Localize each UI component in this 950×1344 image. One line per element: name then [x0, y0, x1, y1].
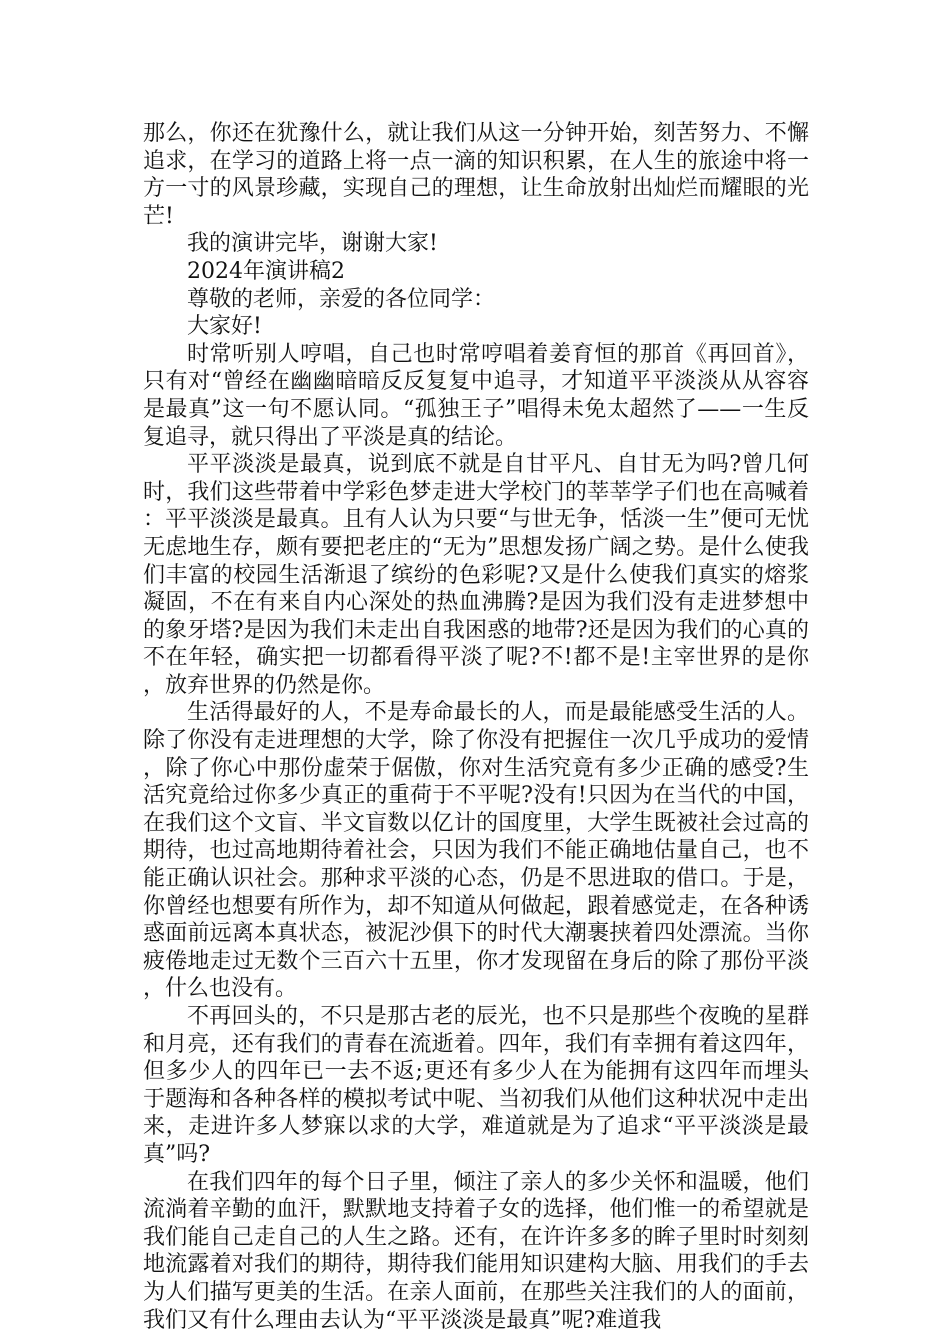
paragraph: 那么，你还在犹豫什么，就让我们从这一分钟开始，刻苦努力、不懈追求，在学习的道路上将一点一滴的知识积累，在人生的旅途中将一方一寸的风景珍藏，实现自己的理想，让生命放射出灿烂而耀眼的光芒! — [143, 121, 809, 229]
paragraph: 平平淡淡是最真，说到底不就是自甘平凡、自甘无为吗?曾几何时，我们这些带着中学彩色梦走进大学校门的莘莘学子们也在高喊着：平平淡淡是最真。且有人认为只要“与世无争，恬淡一生”便可无忧无虑地生存，颇有要把老庄的“无为”思想发扬广阔之势。是什么使我们丰富的校园生活渐退了缤纷的色彩呢?又是什么使我们真实的熔浆凝固，不在有来自内心深处的热血沸腾?是因为我们没有走进梦想中的象牙塔?是因为我们未走出自我困惑的地带?还是因为我们的心真的不在年轻，确实把一切都看得平淡了呢?不!都不是!主宰世界的是你，放弃世界的仍然是你。 — [143, 452, 809, 698]
paragraph: 不再回头的，不只是那古老的辰光，也不只是那些个夜晚的星群和月亮，还有我们的青春在流逝着。四年，我们有幸拥有着这四年，但多少人的四年已一去不返;更还有多少人在为能拥有这四年而埋头于题海和各种各样的模拟考试中呢、当初我们从他们这种状况中走出来，走进许多人梦寐以求的大学，难道就是为了追求“平平淡淡是最真”吗? — [143, 1004, 809, 1167]
paragraph: 在我们四年的每个日子里，倾注了亲人的多少关怀和温暖，他们流淌着辛勤的血汗，默默地支持着子女的选择，他们惟一的希望就是我们能自己走自己的人生之路。还有，在许许多多的眸子里时时刻刻地流露着对我们的期待，期待我们能用知识建构大脑、用我们的手去为人们描写更美的生活。在亲人面前，在那些关注我们的人的面前，我们又有什么理由去认为“平平淡淡是最真”呢?难道我 — [143, 1169, 809, 1333]
document-body — [143, 120, 809, 1334]
paragraph: 时常听别人哼唱，自己也时常哼唱着姜育恒的那首《再回首》，只有对“曾经在幽幽暗暗反反复复中追寻，才知道平平淡淡从从容容是最真”这一句不愿认同。“孤独王子”唱得未免太超然了——一生反复追寻，就只得出了平淡是真的结论。 — [143, 341, 809, 450]
paragraph: 生活得最好的人，不是寿命最长的人，而是最能感受生活的人。除了你没有走进理想的大学，除了你没有把握住一次几乎成功的爱情，除了你心中那份虚荣于倨傲，你对生活究竟有多少正确的感受?生活究竟给过你多少真正的重荷于不平呢?没有!只因为在当代的中国，在我们这个文盲、半文盲数以亿计的国度里，大学生既被社会过高的期待，也过高地期待着社会，只因为我们不能正确地估量自己，也不能正确认识社会。那种求平淡的心态，仍是不思进取的借口。于是，你曾经也想要有所作为，却不知道从何做起，跟着感觉走，在各种诱惑面前远离本真状态，被泥沙俱下的时代大潮裹挟着四处漂流。当你疲倦地走过无数个三百六十五里，你才发现留在身后的除了那份平淡，什么也没有。 — [143, 700, 809, 1002]
section-heading: 2024年演讲稿2 — [187, 258, 345, 284]
paragraph: 我的演讲完毕，谢谢大家! — [187, 231, 438, 257]
salutation: 尊敬的老师，亲爱的各位同学： — [187, 286, 496, 312]
greeting: 大家好! — [187, 314, 262, 340]
